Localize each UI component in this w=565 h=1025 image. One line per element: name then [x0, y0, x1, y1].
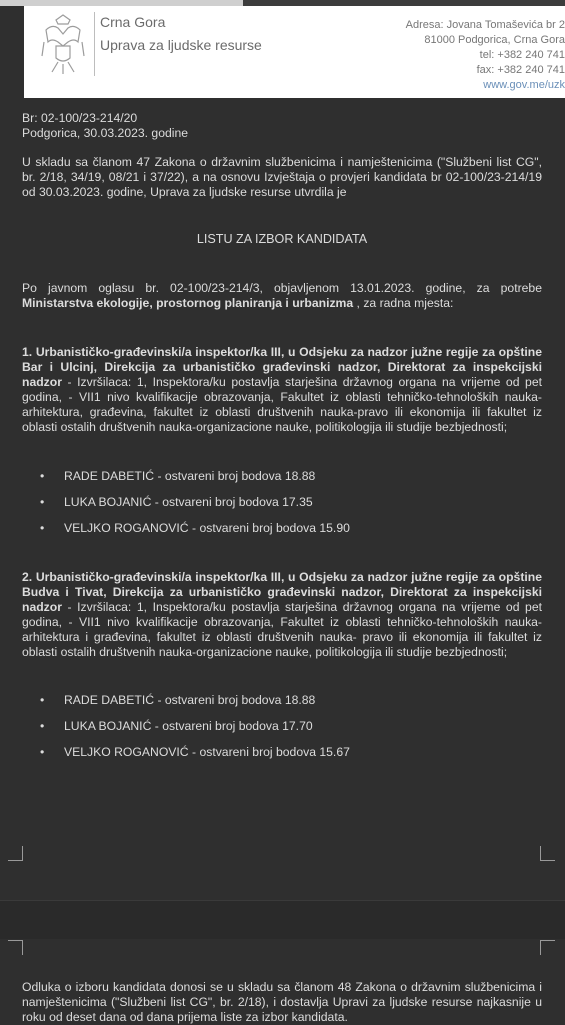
- page-corner-mark: [8, 846, 23, 861]
- intro-paragraph: U skladu sa članom 47 Zakona o državnim službenicima i namještenicima ("Službeni list CG", br. 2/18, 34/19, 08/21 i 37/22), a na osnovu Izvještaja o provjeri kandidata br 02-100/23-214/19 od 30.03.2023. godine, Uprava za ljudske resurse utvrdila je: [22, 155, 542, 199]
- page-corner-mark: [8, 940, 23, 955]
- list-item: [40, 515, 350, 541]
- next-page-paragraph: Odluka o izboru kandidata donosi se u skladu sa članom 48 Zakona o državnim službenicima i namještenicima ("Službeni list CG", br. 2/18), i dostavlja Upravi za ljudske resurse najkasnije u roku od deset dana od dana prijema liste za izbor kandidata.: [22, 980, 542, 1024]
- website-link[interactable]: www.gov.me/uzk: [483, 79, 565, 91]
- address-street: Adresa: Jovana Tomaševića br 2: [405, 19, 565, 31]
- candidate-score: - ostvareni broj bodova 18.88: [154, 693, 316, 707]
- address-tel: tel: +382 240 741: [479, 49, 565, 61]
- position-1: [22, 345, 542, 435]
- candidate-name: RADE DABETIĆ: [64, 469, 155, 483]
- country-name: Crna Gora: [100, 14, 166, 30]
- oglas-text-start: Po javnom oglasu br. 02-100/23-214/3, objavljenom 13.01.2023. godine, za potrebe: [22, 281, 542, 295]
- candidate-list-2: [40, 687, 350, 765]
- candidate-score: - ostvareni broj bodova 17.35: [151, 495, 313, 509]
- letterhead: [24, 6, 565, 98]
- document-title: LISTU ZA IZBOR KANDIDATA: [196, 232, 368, 246]
- list-item: [40, 687, 350, 713]
- list-item: [40, 713, 350, 739]
- address-city: 81000 Podgorica, Crna Gora: [424, 34, 565, 46]
- candidate-name: LUKA BOJANIĆ: [64, 719, 152, 733]
- candidate-score: - ostvareni broj bodova 17.70: [151, 719, 313, 733]
- page-corner-mark: [540, 940, 555, 955]
- candidate-score: - ostvareni broj bodova 15.90: [188, 521, 350, 535]
- ministry-name: Ministarstva ekologije, prostornog planiranja i urbanizma: [22, 296, 354, 310]
- candidate-list-1: [40, 463, 350, 541]
- institution-name: Uprava za ljudske resurse: [100, 37, 262, 53]
- list-item: [40, 489, 350, 515]
- position-1-details: - Izvršilaca: 1, Inspektora/ku postavlja starješina državnog organa na vrijeme od pet godina, - VII1 nivo kvalifikacije obrazovanja, Fakultet iz oblasti tehničko-tehnoloških nauka- arhitektura, građevina, fakultet iz oblasti društvenih nauka-pravo ili ekonomija ili fakultet iz oblasti ostalih društvenih nauka-organizacione nauke, politikologija ili studije bezbjednosti;: [22, 375, 542, 434]
- candidate-name: VELJKO ROGANOVIĆ: [64, 521, 189, 535]
- oglas-text-end: , za radna mjesta:: [353, 296, 454, 310]
- list-item: [40, 739, 350, 765]
- place-date: Podgorica, 30.03.2023. godine: [22, 126, 189, 140]
- candidate-score: - ostvareni broj bodova 15.67: [188, 745, 350, 759]
- candidate-score: - ostvareni broj bodova 18.88: [154, 469, 316, 483]
- page-break: [0, 900, 565, 939]
- position-2-title: 2. Urbanističko-građevinski/a inspektor/ka III, u Odsjeku za nadzor južne regije za opštine Budva i Tivat, Direkcija za urbanističko građevinski nadzor, Direktorat za inspekcijski nadzor: [22, 570, 542, 614]
- candidate-name: LUKA BOJANIĆ: [64, 495, 152, 509]
- position-1-title: 1. Urbanističko-građevinski/a inspektor/ka III, u Odsjeku za nadzor južne regije za opštine Bar i Ulcinj, Direkcija za urbanističko građevinski nadzor, Direktorat za inspekcijski nadzor: [22, 345, 542, 389]
- candidate-name: RADE DABETIĆ: [64, 693, 155, 707]
- list-item: [40, 463, 350, 489]
- reference-number: Br: 02-100/23-214/20: [22, 111, 138, 125]
- oglas-paragraph: [22, 281, 542, 311]
- address-block: [365, 18, 565, 93]
- address-fax: fax: +382 240 741: [476, 64, 565, 76]
- page-corner-mark: [540, 846, 555, 861]
- candidate-name: VELJKO ROGANOVIĆ: [64, 745, 189, 759]
- coat-of-arms-icon: [38, 12, 88, 76]
- position-2: [22, 570, 542, 660]
- header-divider: [94, 12, 95, 76]
- position-2-details: - Izvršilaca: 1, Inspektora/ku postavlja starješina državnog organa na vrijeme od pet godina, - VII1 nivo kvalifikacije obrazovanja, Fakultet iz oblasti tehničko-tehnoloških nauka-arhitektura i građevina, fakultet iz oblasti društvenih nauka- pravo ili ekonomija ili fakultet iz oblasti ostalih društvenih nauka-organizacione nauke, politikologija ili studije bezbjednosti;: [22, 600, 542, 659]
